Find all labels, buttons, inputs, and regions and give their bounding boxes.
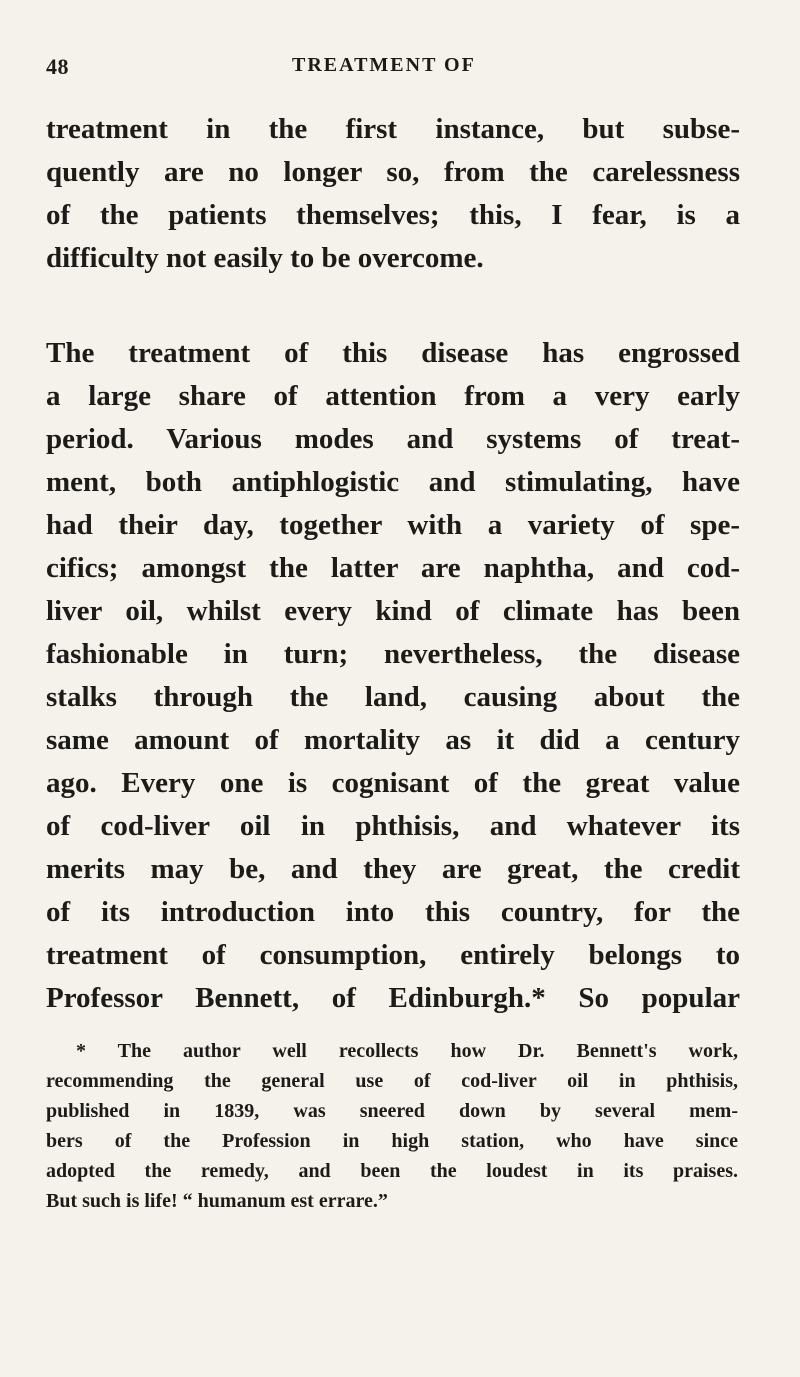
body-line: had their day, together with a variety of spe- — [46, 509, 740, 541]
footnote-line: published in 1839, was sneered down by several mem- — [46, 1100, 738, 1122]
page-header — [46, 54, 746, 84]
body-line: liver oil, whilst every kind of climate has been — [46, 595, 740, 627]
body-line: treatment in the first instance, but subse- — [46, 113, 740, 145]
body-line: of the patients themselves; this, I fear, is a — [46, 199, 740, 231]
footnote-line: But such is life! “ humanum est errare.” — [46, 1190, 388, 1212]
footnote-line: adopted the remedy, and been the loudest in its praises. — [46, 1160, 738, 1182]
footnote-line: recommending the general use of cod-liver oil in phthisis, — [46, 1070, 738, 1092]
page-number: 48 — [46, 54, 69, 79]
body-line: difficulty not easily to be overcome. — [46, 242, 484, 274]
body-line: of its introduction into this country, for the — [46, 896, 740, 928]
body-line: of cod-liver oil in phthisis, and whatever its — [46, 810, 740, 842]
body-line: ment, both antiphlogistic and stimulating, have — [46, 466, 740, 498]
body-line: fashionable in turn; nevertheless, the disease — [46, 638, 740, 670]
body-line: The treatment of this disease has engrossed — [46, 337, 740, 369]
footnote-line: * The author well recollects how Dr. Bennett's work, — [76, 1040, 738, 1062]
body-line: period. Various modes and systems of treat- — [46, 423, 740, 455]
body-line: treatment of consumption, entirely belongs to — [46, 939, 740, 971]
body-line: cifics; amongst the latter are naphtha, and cod- — [46, 552, 740, 584]
body-line: Professor Bennett, of Edinburgh.* So popular — [46, 982, 740, 1014]
body-line: stalks through the land, causing about the — [46, 681, 740, 713]
body-line: merits may be, and they are great, the credit — [46, 853, 740, 885]
running-head: TREATMENT OF — [292, 54, 476, 76]
body-line: a large share of attention from a very early — [46, 380, 740, 412]
body-line: same amount of mortality as it did a century — [46, 724, 740, 756]
body-line: quently are no longer so, from the carelessness — [46, 156, 740, 188]
body-line: ago. Every one is cognisant of the great value — [46, 767, 740, 799]
footnote-line: bers of the Profession in high station, who have since — [46, 1130, 738, 1152]
